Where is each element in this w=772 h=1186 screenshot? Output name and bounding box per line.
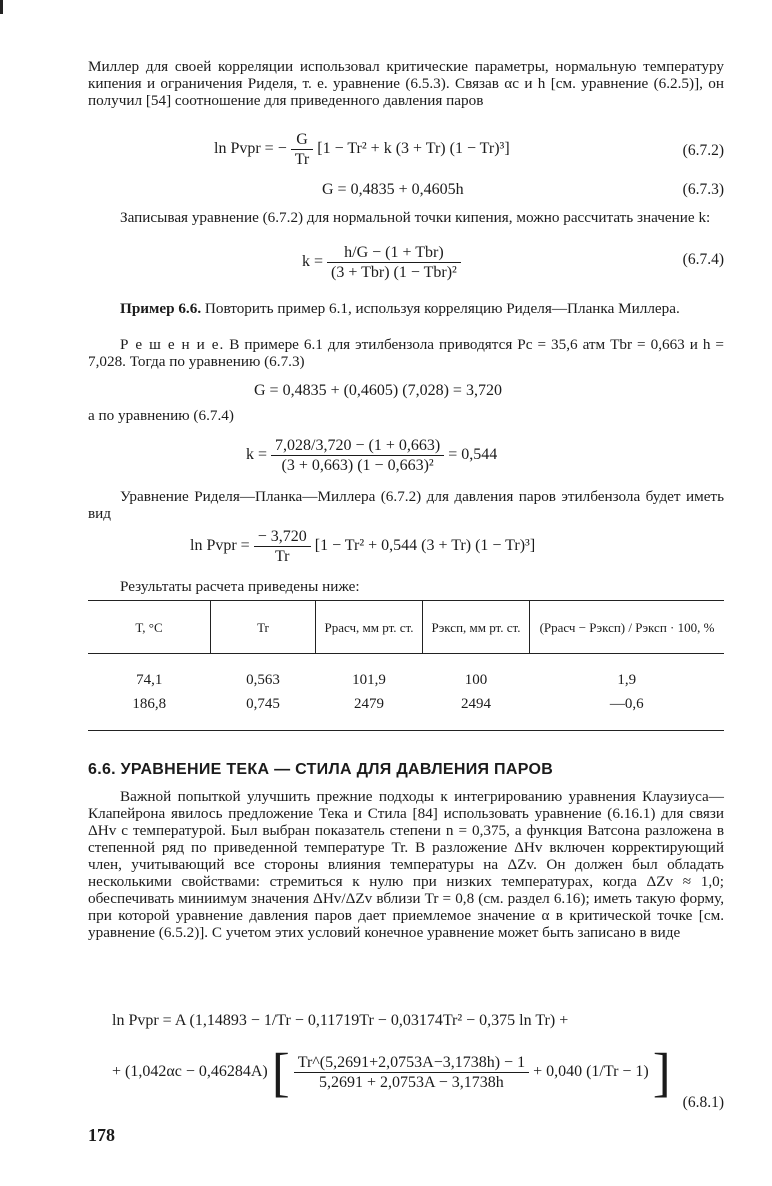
k-text: Записывая уравнение (6.7.2) для нормальной точки кипения, можно рассчитать значение k: — [120, 209, 711, 226]
eq672-number: (6.7.2) — [682, 142, 724, 159]
eq681-suffix: + 0,040 (1/Tr − 1) — [533, 1063, 649, 1081]
table-row — [88, 654, 724, 693]
riedel-text: Уравнение Риделя—Планка—Миллера (6.7.2) для давления паров этилбензола будет иметь вид — [88, 488, 724, 522]
cell: 186,8 — [88, 692, 211, 731]
final-fraction — [254, 527, 311, 566]
scan-corner-mark — [0, 0, 3, 14]
calc-k-result: = 0,544 — [448, 446, 498, 464]
intro-paragraph — [88, 58, 724, 109]
example-title: Пример 6.6. — [120, 300, 202, 317]
eq674-lhs: k = — [302, 253, 324, 271]
calc-k-fraction — [271, 436, 444, 475]
calc-k — [246, 436, 497, 475]
eq681-line1: ln Pvpr = A (1,14893 − 1/Tr − 0,11719Tr − 0,03174Tr² − 0,375 ln Tr) + — [112, 1012, 569, 1029]
final-rhs: [1 − Tr² + 0,544 (3 + Tr) (1 − Tr)³] — [314, 537, 536, 555]
section-paragraph — [88, 788, 724, 941]
section-heading: 6.6. УРАВНЕНИЕ ТЕКА — СТИЛА ДЛЯ ДАВЛЕНИЯ ПАРОВ — [88, 761, 554, 778]
solution-label: Р е ш е н и е. — [120, 336, 225, 353]
col-header-deviation: (Pрасч − Pэксп) / Pэксп · 100, % — [530, 601, 725, 654]
calc-k-den: (3 + 0,663) (1 − 0,663)² — [281, 457, 434, 474]
eq672-den: Tr — [294, 151, 310, 168]
eq674-num: h/G − (1 + Tbr) — [327, 243, 461, 263]
riedel-paragraph — [88, 488, 724, 522]
cell: 2479 — [316, 692, 423, 731]
calc-g: G = 0,4835 + (0,4605) (7,028) = 3,720 — [254, 382, 502, 399]
final-equation — [190, 527, 535, 566]
eq673-number: (6.7.3) — [682, 181, 724, 198]
col-header-t: T, °C — [88, 601, 211, 654]
cell: 101,9 — [352, 671, 386, 688]
col-header-pcalc: Pрасч, мм рт. ст. — [316, 601, 423, 654]
eq681-den: 5,2691 + 2,0753A − 3,1738h — [319, 1074, 504, 1091]
eq681-prefix: + (1,042αc − 0,46284A) — [112, 1063, 268, 1081]
right-bracket: ] — [652, 1042, 671, 1103]
eq674-den: (3 + Tbr) (1 − Tbr)² — [331, 264, 457, 281]
final-lhs: ln Pvpr = — [190, 537, 250, 555]
final-den: Tr — [274, 548, 290, 565]
eq672-fraction — [291, 130, 314, 169]
eq681-number: (6.8.1) — [682, 1094, 724, 1111]
by-eq-text: а по уравнению (6.7.4) — [88, 407, 234, 424]
cell: 1,9 — [617, 671, 637, 688]
cell: 0,563 — [246, 671, 280, 688]
equation-6-7-4 — [302, 243, 461, 282]
solution-text: В примере 6.1 для этилбензола приводятся Pc = 35,6 атм Tbr = 0,663 и h = 7,028. Тогда по уравнению (6.7.3) — [88, 336, 724, 370]
equation-6-7-3: G = 0,4835 + 0,4605h — [322, 181, 464, 198]
col-header-tr: Tr — [211, 601, 316, 654]
example-text: Повторить пример 6.1, используя корреляцию Риделя—Планка Миллера. — [204, 300, 680, 317]
col-header-pexp: Pэксп, мм рт. ст. — [423, 601, 530, 654]
cell: 100 — [464, 671, 488, 688]
eq681-line2 — [112, 1042, 671, 1103]
final-num: − 3,720 — [254, 527, 311, 547]
cell: 2494 — [423, 692, 530, 731]
example-paragraph — [88, 300, 724, 317]
table-header-row — [88, 601, 724, 654]
eq672-num: G — [291, 130, 314, 150]
left-bracket: [ — [271, 1042, 290, 1103]
section-text: Важной попыткой улучшить прежние подходы к интегрированию уравнения Клаузиуса—Клапейрона явилось предложение Тека и Стила [84] использовать уравнение (6.16.1) для связи ΔHv с температурой. Был выбран показатель степени n = 0,375, а функция Ватсона разложена в степенной ряд по приведенной температуре Tr. В разложение ΔHv включен корректирующий член, учитывающий все стороны влияния температуры на ΔZv. Он должен был обладать несколькими свойствами: стремиться к нулю при низких температурах, когда ΔZv ≈ 1,0; обеспечивать миниимум значения ΔHv/ΔZv вблизи Tr = 0,8 (см. раздел 6.16); иметь такую форму, при которой уравнение давления паров дает приемлемое значение α в критической точке [см. уравнение (6.5.2)]. С учетом этих условий конечное уравнение может быть записано в виде — [88, 788, 724, 941]
eq681-fraction — [294, 1053, 529, 1092]
page-number: 178 — [88, 1125, 115, 1145]
cell: 0,745 — [211, 692, 316, 731]
intro-text: Миллер для своей корреляции использовал критические параметры, нормальную температуру кипения и ограничения Риделя, т. е. уравнение (6.5.3). Связав αc и h [см. уравнение (6.2.5)], он получил [54] соотношение для приведенного давления паров — [88, 58, 724, 109]
calc-k-lhs: k = — [246, 446, 268, 464]
results-table — [88, 600, 724, 731]
table-row — [88, 692, 724, 731]
cell: 74,1 — [136, 671, 163, 688]
eq681-num: Tr^(5,2691+2,0753A−3,1738h) − 1 — [294, 1053, 529, 1073]
cell: —0,6 — [530, 692, 725, 731]
k-paragraph — [88, 209, 724, 226]
equation-6-7-2 — [214, 130, 510, 169]
eq672-lhs: ln Pvpr = − — [214, 140, 287, 158]
eq672-rhs: [1 − Tr² + k (3 + Tr) (1 − Tr)³] — [317, 140, 510, 158]
eq674-number: (6.7.4) — [682, 251, 724, 268]
results-intro: Результаты расчета приведены ниже: — [120, 578, 360, 595]
calc-k-num: 7,028/3,720 − (1 + 0,663) — [271, 436, 444, 456]
eq674-fraction — [327, 243, 461, 282]
solution-paragraph — [88, 336, 724, 370]
